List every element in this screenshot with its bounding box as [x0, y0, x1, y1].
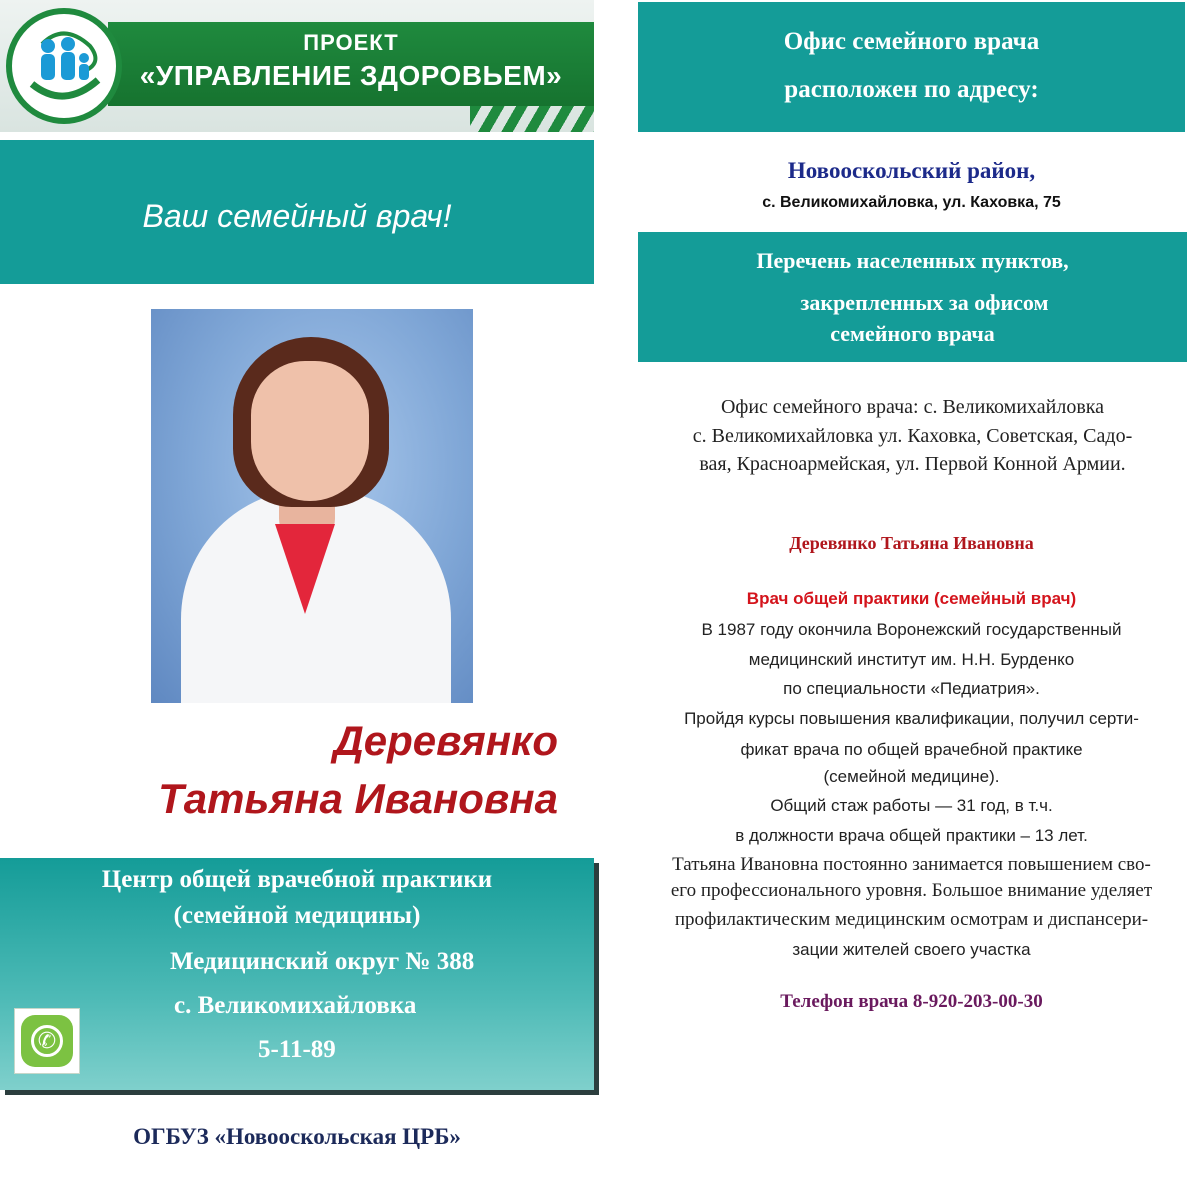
settlements-heading-line-2: закрепленных за офисом — [800, 290, 1049, 315]
settlements-heading-line-1: Перечень населенных пунктов, — [756, 248, 1069, 273]
doctor-photo — [151, 309, 473, 703]
practice-center-box — [0, 858, 594, 1090]
settlements-line-3: вая, Красноармейская, ул. Первой Конной Армии. — [699, 453, 1126, 475]
bio-line-10: его профессионального уровня. Большое внимание уделяет — [670, 880, 1153, 901]
center-title: Центр общей врачебной практики — [101, 866, 493, 893]
doctor-surname: Деревянко — [333, 717, 558, 764]
bio-line-11: профилактическим медицинским осмотрам и диспансери- — [674, 909, 1149, 930]
office-district: Новооскольский район, — [787, 158, 1036, 183]
office-heading-box — [638, 2, 1185, 132]
bio-line-4: Пройдя курсы повышения квалификации, получил серти- — [684, 709, 1139, 728]
bio-line-5: фикат врача по общей врачебной практике — [740, 740, 1083, 759]
center-subtitle: (семейной медицины) — [173, 902, 421, 929]
bio-line-2: медицинский институт им. Н.Н. Бурденко — [748, 650, 1075, 669]
doctor-info-name: Деревянко Татьяна Ивановна — [789, 533, 1034, 553]
bio-line-1: В 1987 году окончила Воронежский государственный — [701, 620, 1122, 639]
slogan-box — [0, 140, 594, 284]
banner-kicker: ПРОЕКТ — [303, 30, 399, 55]
bio-line-7: Общий стаж работы — 31 год, в т.ч. — [770, 796, 1053, 815]
banner-stripes — [470, 106, 594, 132]
banner-title: «УПРАВЛЕНИЕ ЗДОРОВЬЕМ» — [139, 60, 563, 91]
doctor-name-large — [158, 712, 558, 828]
bio-line-6: (семейной медицине). — [823, 767, 1000, 786]
bio-line-9: Татьяна Ивановна постоянно занимается повышением сво- — [672, 854, 1151, 875]
settlements-heading-box — [638, 232, 1187, 362]
office-heading-line-2: расположен по адресу: — [784, 76, 1039, 103]
doctor-phone: Телефон врача 8-920-203-00-30 — [780, 991, 1043, 1012]
doctor-given-names: Татьяна Ивановна — [158, 775, 558, 822]
settlements-line-2: с. Великомихайловка ул. Каховка, Советская, Садо- — [692, 425, 1133, 447]
photo-face — [251, 361, 369, 501]
bio-line-3: по специальности «Педиатрия». — [783, 679, 1040, 698]
settlements-line-1: Офис семейного врача: с. Великомихайловка — [720, 396, 1105, 418]
settlements-heading-line-3: семейного врача — [830, 321, 995, 346]
slogan-text: Ваш семейный врач! — [142, 198, 452, 234]
bio-line-8: в должности врача общей практики – 13 лет. — [735, 826, 1088, 845]
family-heart-hand-icon — [6, 8, 122, 124]
organization-name: ОГБУЗ «Новооскольская ЦРБ» — [133, 1124, 461, 1149]
center-district: Медицинский округ № 388 — [170, 948, 475, 975]
office-street: с. Великомихайловка, ул. Каховка, 75 — [762, 194, 1061, 211]
center-village: с. Великомихайловка — [174, 992, 417, 1019]
center-phone-number: 5-11-89 — [258, 1036, 336, 1063]
doctor-position: Врач общей практики (семейный врач) — [746, 589, 1077, 608]
project-banner — [0, 0, 594, 132]
bio-line-12: зации жителей своего участка — [792, 940, 1031, 959]
phone-icon: ✆ — [14, 1008, 80, 1074]
office-heading-line-1: Офис семейного врача — [783, 28, 1040, 55]
